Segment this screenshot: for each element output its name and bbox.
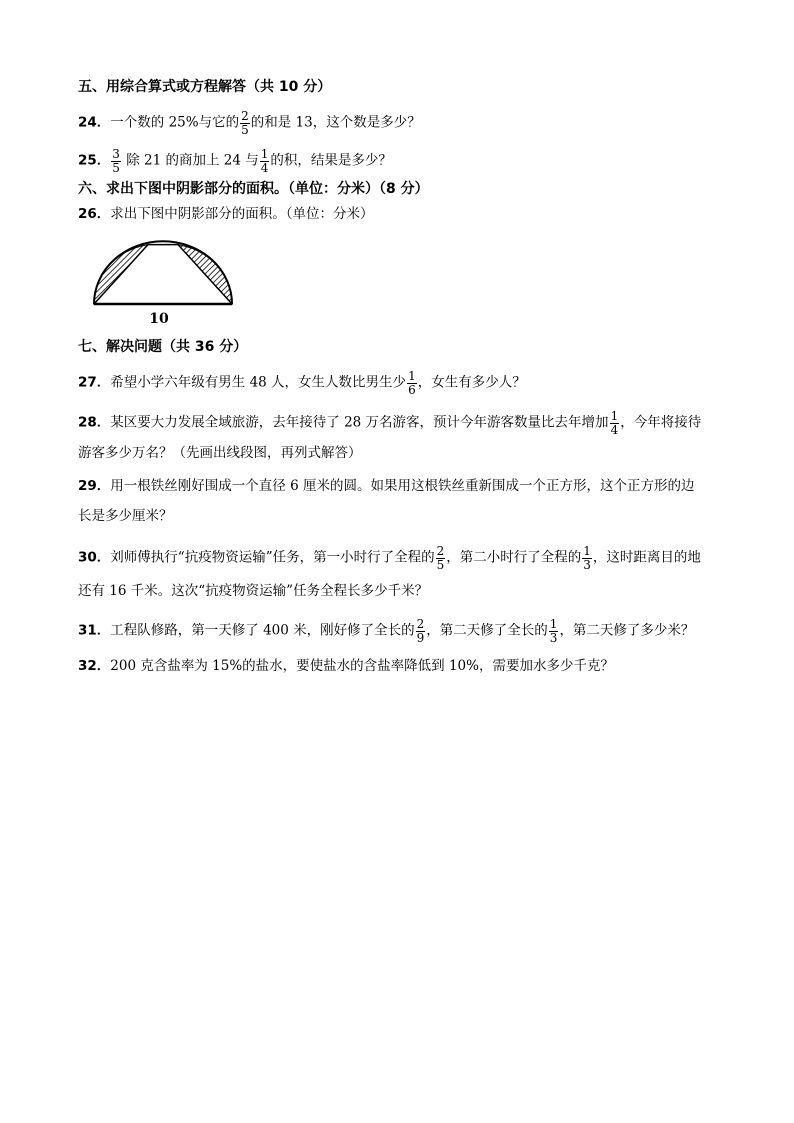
question-number: 31． [78,622,111,639]
question-number: 25． [78,152,111,169]
fraction-numerator: 1 [408,369,416,383]
fraction [610,410,620,436]
question-number: 28． [78,414,111,431]
question-text: 求出下图中阴影部分的面积。（单位：分米） [110,206,374,222]
fraction-denominator: 5 [241,122,249,137]
diameter-label: 10 [149,311,169,327]
fraction-numerator: 1 [549,617,558,631]
question-text: 的和是 13，这个数是多少？ [250,114,421,131]
question-text: 的积，结果是多少？ [270,152,392,169]
fraction-denominator: 4 [610,422,619,437]
question-26 [78,208,374,222]
fraction [111,148,121,174]
question-text: 一个数的 25%与它的 [110,114,240,131]
question-text: 希望小学六年级有男生 48 人，女生人数比男生少 [110,374,407,391]
question-text: 用一根铁丝刚好围成一个直径 6 厘米的圆。如果用这根铁丝重新围成一个正方形，这个正方形的边 [110,478,695,494]
fraction [436,545,446,571]
fraction [549,618,559,644]
fraction-denominator: 4 [260,160,269,175]
question-32 [78,660,614,674]
question-29 [78,480,694,494]
question-number: 26． [78,206,111,222]
question-text: ，第二天修了全长的 [426,622,548,639]
fraction-numerator: 2 [241,109,249,123]
question-31 [78,618,694,644]
question-28-continued: 游客多少万名？（先画出线段图，再列式解答） [78,445,362,461]
fraction-numerator: 2 [436,544,445,558]
fraction-numerator: 1 [583,544,591,558]
question-text: 除 21 的商加上 24 与 [121,152,259,169]
fraction-numerator: 1 [610,409,619,423]
question-24 [78,110,421,136]
question-number: 32． [78,658,111,674]
fraction-numerator: 2 [416,617,425,631]
question-30-continued: 还有 16 千米。这次“抗疫物资运输”任务全程长多少千米？ [78,583,429,599]
question-25 [78,148,392,174]
question-text: ，女生有多少人？ [417,374,526,391]
fraction-denominator: 3 [549,630,558,645]
semicircle-triangle-figure [88,232,238,328]
fraction-numerator: 1 [260,147,269,161]
question-29-continued: 长是多少厘米？ [78,508,173,524]
fraction-denominator: 5 [112,160,120,175]
fraction [407,370,417,396]
fraction [416,618,426,644]
question-text: ，今年将接待 [620,414,702,431]
question-text: 某区要大力发展全域旅游，去年接待了 28 万名游客，预计今年游客数量比去年增加 [110,414,609,431]
fraction-denominator: 5 [436,557,445,572]
question-text: 刘师傅执行“抗疫物资运输”任务，第一小时行了全程的 [110,549,435,566]
section-5-heading: 五、用综合算式或方程解答（共 10 分） [78,79,332,95]
question-text: 200 克含盐率为 15%的盐水，要使盐水的含盐率降低到 10%，需要加水多少千克？ [110,658,614,674]
fraction-denominator: 3 [583,557,591,572]
question-number: 27． [78,374,111,391]
fraction-numerator: 3 [112,147,120,161]
fraction [582,545,592,571]
question-30 [78,545,701,571]
fraction [260,148,270,174]
question-number: 24． [78,114,111,131]
fraction-denominator: 6 [408,382,416,397]
fraction-denominator: 9 [416,630,425,645]
question-28 [78,410,701,436]
question-text: ，第二小时行了全程的 [446,549,582,566]
section-7-heading: 七、解决问题（共 36 分） [78,339,248,355]
section-6-heading: 六、求出下图中阴影部分的面积。（单位：分米）（8 分） [78,181,429,197]
question-number: 30． [78,549,111,566]
question-text: ，这时距离目的地 [592,549,701,566]
question-text: 工程队修路，第一天修了 400 米，刚好修了全长的 [110,622,415,639]
question-number: 29． [78,478,111,494]
question-text: ，第二天修了多少米？ [559,622,695,639]
fraction [240,110,250,136]
question-27 [78,370,526,396]
